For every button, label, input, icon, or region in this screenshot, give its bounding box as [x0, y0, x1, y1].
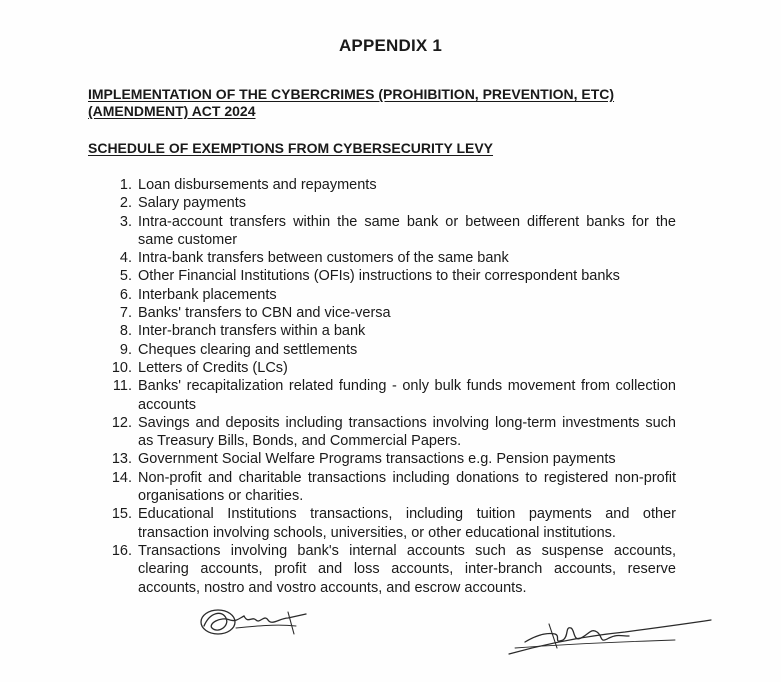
item-text: Other Financial Institutions (OFIs) instructions to their correspondent banks	[138, 268, 620, 285]
list-item	[106, 213, 676, 250]
item-number: 7.	[119, 305, 132, 322]
list-item	[106, 176, 676, 194]
item-number: 13.	[111, 451, 132, 468]
item-text: Educational Institutions transactions, including tuition payments and other transaction involving schools, universities, or other educational institutions.	[138, 506, 676, 541]
item-text: Intra-account transfers within the same bank or between different banks for the same customer	[138, 213, 676, 248]
schedule-title: SCHEDULE OF EXEMPTIONS FROM CYBERSECURITY LEVY	[88, 140, 494, 156]
item-number: 9.	[119, 341, 132, 358]
list-item	[106, 414, 676, 451]
item-number: 8.	[119, 323, 132, 340]
item-text: Inter-branch transfers within a bank	[138, 323, 366, 340]
item-text: Cheques clearing and settlements	[138, 341, 358, 358]
item-text: Banks' transfers to CBN and vice-versa	[138, 305, 391, 322]
exemption-list	[106, 176, 676, 597]
item-number: 16.	[111, 542, 132, 559]
list-item	[106, 377, 676, 414]
list-item	[106, 542, 676, 597]
list-item	[106, 304, 676, 322]
item-number: 6.	[119, 286, 132, 303]
item-text: Banks' recapitalization related funding - only bulk funds movement from collection accounts	[138, 378, 676, 413]
signature-left-image	[196, 604, 316, 644]
item-text: Letters of Credits (LCs)	[138, 359, 288, 376]
item-number: 4.	[119, 250, 132, 267]
list-item	[106, 322, 676, 340]
item-number: 12.	[111, 414, 132, 431]
item-number: 3.	[119, 213, 132, 230]
appendix-title: APPENDIX 1	[338, 36, 443, 55]
item-text: Interbank placements	[138, 286, 277, 303]
item-text: Non-profit and charitable transactions including donations to registered non-profit organisations or charities.	[138, 469, 676, 505]
item-text: Savings and deposits including transactions involving long-term investments such as Treasury Bills, Bonds, and Commercial Papers.	[138, 414, 676, 450]
item-text: Transactions involving bank's internal accounts such as suspense accounts, clearing accounts, profit and loss accounts, inter-branch accounts, reserve accounts, nostro and vostro accounts, and escrow accounts.	[138, 542, 676, 596]
list-item	[106, 267, 676, 285]
item-number: 10.	[111, 359, 132, 376]
list-item	[106, 450, 676, 468]
item-number: 11.	[112, 378, 132, 395]
item-number: 15.	[111, 506, 132, 523]
item-number: 1.	[119, 177, 132, 193]
signature-right-image	[505, 614, 715, 660]
list-item	[106, 249, 676, 267]
item-text: Loan disbursements and repayments	[138, 177, 377, 193]
list-item	[106, 194, 676, 212]
item-text: Government Social Welfare Programs transactions e.g. Pension payments	[138, 451, 616, 468]
item-text: Salary payments	[138, 195, 246, 212]
act-title: IMPLEMENTATION OF THE CYBERCRIMES (PROHIBITION, PREVENTION, ETC) (AMENDMENT) ACT 2024	[88, 86, 615, 119]
list-item	[106, 286, 676, 304]
list-item	[106, 469, 676, 506]
item-number: 5.	[119, 268, 132, 285]
list-item	[106, 341, 676, 359]
item-text: Intra-bank transfers between customers of the same bank	[138, 250, 509, 267]
item-number: 2.	[119, 195, 132, 212]
list-item	[106, 505, 676, 542]
list-item	[106, 359, 676, 377]
item-number: 14.	[111, 469, 132, 486]
